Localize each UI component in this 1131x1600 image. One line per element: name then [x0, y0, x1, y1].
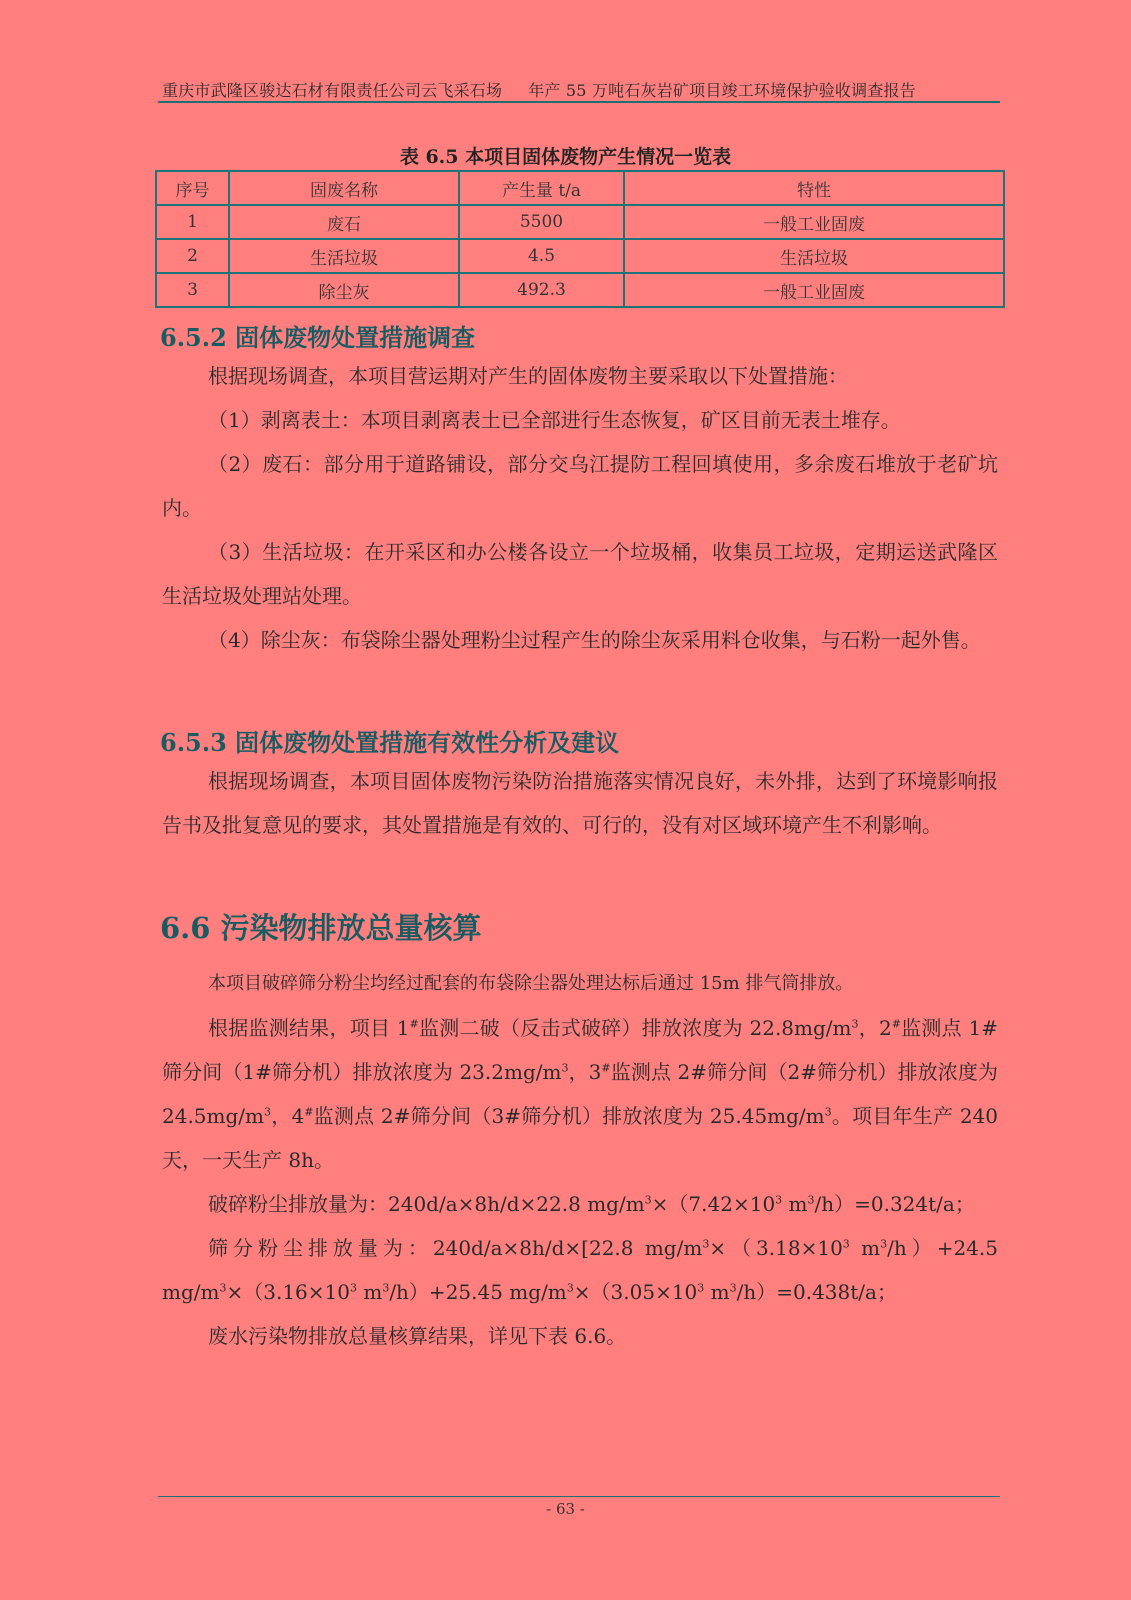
paragraph-monitoring-results: 根据监测结果，项目 1#监测二破（反击式破碎）排放浓度为 $22.8mg/m^3$，2#监测点 1#筛分间（1#筛分机）排放浓度为 $23.2mg/m^3$，3#监测点 2#筛分间（2#筛分机）排放浓度为 $24.5mg/m^3$，4#监测点 2#筛分间（3#筛分机）排放浓度为 $25.45mg/m^3$。项目年生产 240 天，一天生产 8h。 — [162, 1016, 999, 1172]
section-heading-6-6: 6.6 污染物排放总量核算 — [160, 911, 482, 945]
column-header: 产生量 t/a — [459, 171, 624, 205]
table-row — [156, 205, 1004, 239]
table-cell: 一般工业固废 — [624, 273, 1004, 307]
column-header: 序号 — [156, 171, 229, 205]
solid-waste-table — [155, 170, 1005, 308]
header-right-text: 年产 55 万吨石灰岩矿项目竣工环境保护验收调查报告 — [528, 81, 916, 100]
paragraph: 根据现场调查，本项目营运期对产生的固体废物主要采取以下处置措施： — [208, 364, 848, 388]
table-cell: 5500 — [459, 205, 624, 239]
table-cell: 2 — [156, 239, 229, 273]
table-cell: 一般工业固废 — [624, 205, 1004, 239]
table-cell: 生活垃圾 — [229, 239, 459, 273]
paragraph: （3）生活垃圾：在开采区和办公楼各设立一个垃圾桶，收集员工垃圾，定期运送武隆区生活垃圾处理站处理。 — [162, 540, 998, 608]
table-cell: 除尘灰 — [229, 273, 459, 307]
paragraph: 本项目破碎筛分粉尘均经过配套的布袋除尘器处理达标后通过 15m 排气筒排放。 — [208, 973, 854, 994]
paragraph: 根据现场调查，本项目固体废物污染防治措施落实情况良好，未外排，达到了环境影响报告书及批复意见的要求，其处置措施是有效的、可行的，没有对区域环境产生不利影响。 — [162, 769, 998, 837]
section-heading-6-5-3: 6.5.3 固体废物处置措施有效性分析及建议 — [160, 728, 620, 757]
header-rule — [158, 101, 1000, 103]
table-cell: 4.5 — [459, 239, 624, 273]
page-number: - 63 - — [546, 1500, 585, 1518]
table-cell: 3 — [156, 273, 229, 307]
paragraph: （1）剥离表土：本项目剥离表土已全部进行生态恢复，矿区目前无表土堆存。 — [208, 408, 901, 432]
table-row — [156, 273, 1004, 307]
paragraph: （2）废石：部分用于道路铺设，部分交乌江提防工程回填使用，多余废石堆放于老矿坑内。 — [162, 452, 998, 520]
page-header — [162, 78, 998, 101]
paragraph-crushing-dust: 破碎粉尘排放量为：240d/a×8h/d×22.8 $mg/m^3\times(7.42\times 10^3$ $m^3/h)=0.324t/a$； — [208, 1192, 975, 1216]
table-caption: 表 6.5 本项目固体废物产生情况一览表 — [399, 146, 732, 168]
footer-rule — [158, 1496, 1000, 1497]
table-header-row — [156, 171, 1004, 205]
table-cell: 1 — [156, 205, 229, 239]
table-cell: 废石 — [229, 205, 459, 239]
paragraph: 废水污染物排放总量核算结果，详见下表 6.6。 — [208, 1324, 627, 1348]
header-left-text: 重庆市武隆区骏达石材有限责任公司云飞采石场 — [162, 81, 503, 100]
table-row — [156, 239, 1004, 273]
paragraph-screening-dust: 筛分粉尘排放量为：240d/a×8h/d×[22.8 $mg/m^3\times(3.18\times 10^3$ $m^3/h)+24.5$ $mg/m^3\times(3.16\times 10^3$ $m^3/h)+25.45$ $mg/m^3\times(3.05\times 10^3$ $m^3/h)=0.438t/a$； — [162, 1236, 998, 1304]
table-cell: 492.3 — [459, 273, 624, 307]
section-heading-6-5-2: 6.5.2 固体废物处置措施调查 — [160, 323, 476, 352]
column-header: 固废名称 — [229, 171, 459, 205]
paragraph: （4）除尘灰：布袋除尘器处理粉尘过程产生的除尘灰采用料仓收集，与石粉一起外售。 — [208, 628, 981, 652]
column-header: 特性 — [624, 171, 1004, 205]
table-cell: 生活垃圾 — [624, 239, 1004, 273]
